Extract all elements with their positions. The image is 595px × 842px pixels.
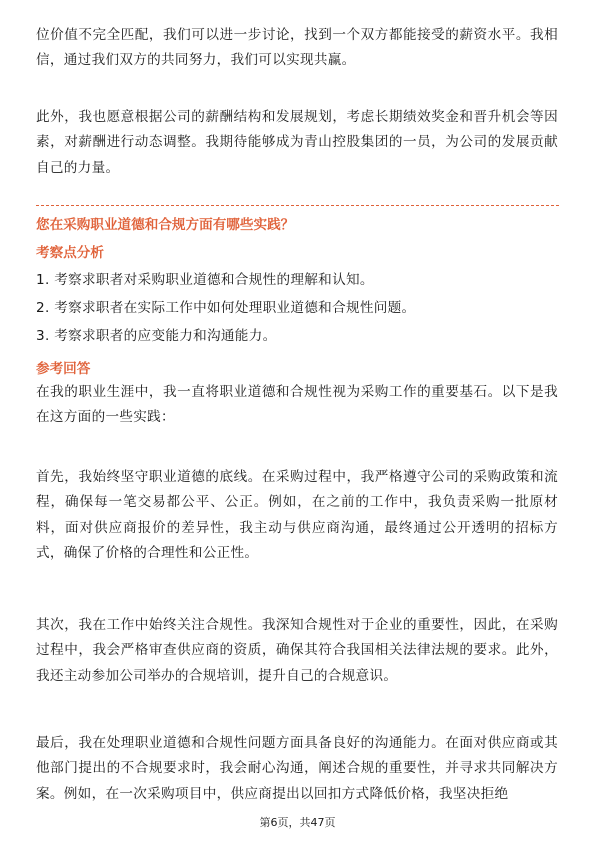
answer-paragraph-3: 其次，我在工作中始终关注合规性。我深知合规性对于企业的重要性，因此，在采购过程中，我会严格审查供应商的资质，确保其符合我国相关法律法规的要求。此外，我还主动参加公司举办的合规培训，提升自己的合规意识。 bbox=[36, 617, 558, 684]
answer-paragraph-4: 最后，我在处理职业道德和合规性问题方面具备良好的沟通能力。在面对供应商或其他部门提出的不合规要求时，我会耐心沟通，阐述合规的重要性，并寻求共同解决方案。例如，在一次采购项目中，供应商提出以回扣方式降低价格，我坚决拒绝 bbox=[36, 735, 558, 802]
section-divider bbox=[36, 205, 559, 206]
question-title: 您在采购职业道德和合规方面有哪些实践？ bbox=[36, 217, 295, 233]
analysis-heading: 考察点分析 bbox=[36, 245, 104, 261]
answer-paragraph-1: 在我的职业生涯中，我一直将职业道德和合规性视为采购工作的重要基石。以下是我在这方面的一些实践： bbox=[36, 384, 558, 426]
analysis-item: 3. 考察求职者的应变能力和沟通能力。 bbox=[36, 328, 277, 344]
intro-paragraph-1: 位价值不完全匹配，我们可以进一步讨论，找到一个双方都能接受的薪资水平。我相信，通过我们双方的共同努力，我们可以实现共赢。 bbox=[36, 27, 558, 69]
analysis-item: 1. 考察求职者对采购职业道德和合规性的理解和认知。 bbox=[36, 272, 374, 288]
answer-paragraph-2: 首先，我始终坚守职业道德的底线。在采购过程中，我严格遵守公司的采购政策和流程，确保每一笔交易都公平、公正。例如，在之前的工作中，我负责采购一批原材料，面对供应商报价的差异性，我主动与供应商沟通，最终通过公开透明的招标方式，确保了价格的合理性和公正性。 bbox=[36, 469, 558, 562]
answer-heading: 参考回答 bbox=[36, 361, 91, 377]
analysis-item: 2. 考察求职者在实际工作中如何处理职业道德和合规性问题。 bbox=[36, 300, 416, 316]
page-number: 第6页，共47页 bbox=[259, 816, 336, 829]
intro-paragraph-2: 此外，我也愿意根据公司的薪酬结构和发展规划，考虑长期绩效奖金和晋升机会等因素，对薪酬进行动态调整。我期待能够成为青山控股集团的一员，为公司的发展贡献自己的力量。 bbox=[36, 109, 558, 176]
